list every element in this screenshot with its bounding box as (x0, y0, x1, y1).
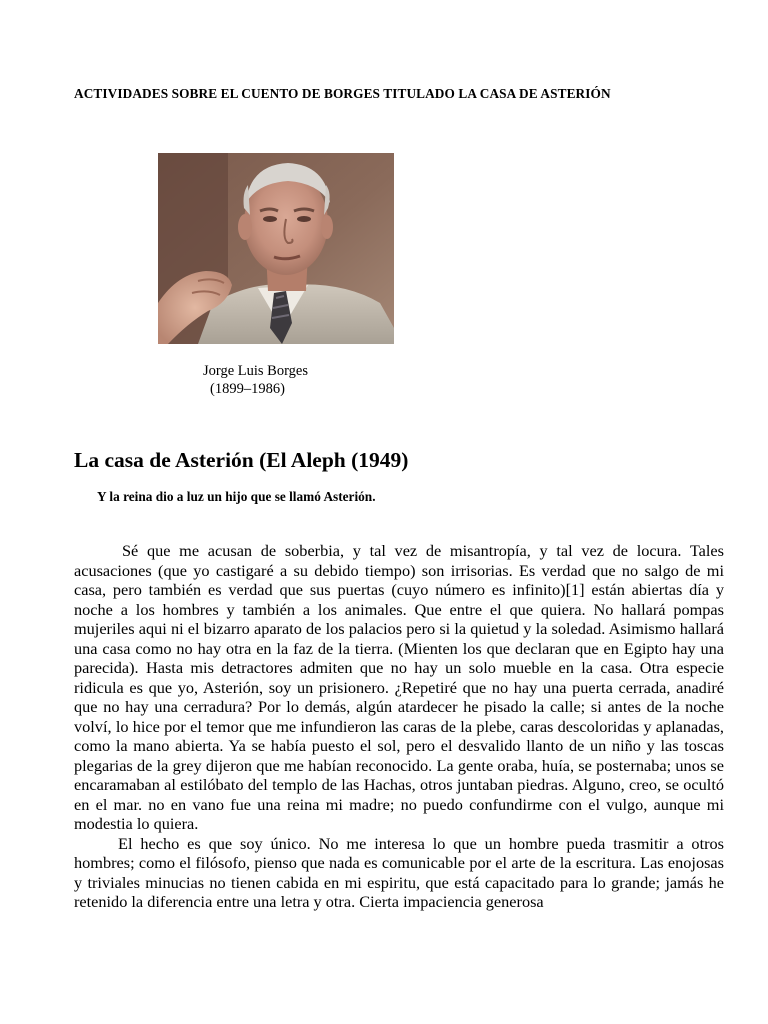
story-title: La casa de Asterión (El Aleph (1949) (74, 448, 409, 472)
borges-portrait-photo (158, 153, 394, 344)
portrait-caption-name: Jorge Luis Borges (203, 363, 308, 379)
story-body (74, 541, 724, 912)
story-paragraph: Sé que me acusan de soberbia, y tal vez de misantropía, y tal vez de locura. Tales acusaciones (que yo castigaré a su debido tiempo) son irrisorias. Es verdad que no salgo de mi casa, pero también es verdad que sus puertas (cuyo número es infinito)[1] están abiertas día y noche a los hombres y también a los animales. Que entre el que quiera. No hallará pompas mujeriles aqui ni el bizarro aparato de los palacios pero si la quietud y la soledad. Asimismo hallará una casa como no hay otra en la faz de la tierra. (Mienten los que declaran que en Egipto hay una parecida). Hasta mis detractores admiten que no hay un solo mueble en la casa. Otra especie ridicula es que yo, Asterión, soy un prisionero. ¿Repetiré que no hay una puerta cerrada, anadiré que no hay una cerradura? Por lo demás, algún atardecer he pisado la calle; si antes de la noche volví, lo hice por el temor que me infundieron las caras de la plebe, caras descoloridas y aplanadas, como la mano abierta. Ya se había puesto el sol, pero el desvalido llanto de un niño y las toscas plegarias de la grey dijeron que me habían reconocido. La gente oraba, huía, se posternaba; unos se encaramaban al estilóbato del templo de las Hachas, otros juntaban piedras. Alguno, creo, se ocultó en el mar. no en vano fue una reina mi madre; no puedo confundirme con el vulgo, aunque mi modestia lo quiera. (74, 541, 724, 833)
epigraph: Y la reina dio a luz un hijo que se llamó Asterión. (97, 489, 376, 504)
portrait-caption-years: (1899–1986) (210, 381, 285, 397)
document-heading: ACTIVIDADES SOBRE EL CUENTO DE BORGES TITULADO LA CASA DE ASTERIÓN (74, 86, 611, 101)
story-paragraph: El hecho es que soy único. No me interesa lo que un hombre pueda trasmitir a otros hombres; como el filósofo, pienso que nada es comunicable por el arte de la escritura. Las enojosas y triviales minucias no tienen cabida en mi espiritu, que está capacitado para lo grande; jamás he retenido la diferencia entre una letra y otra. Cierta impaciencia generosa (74, 833, 724, 911)
